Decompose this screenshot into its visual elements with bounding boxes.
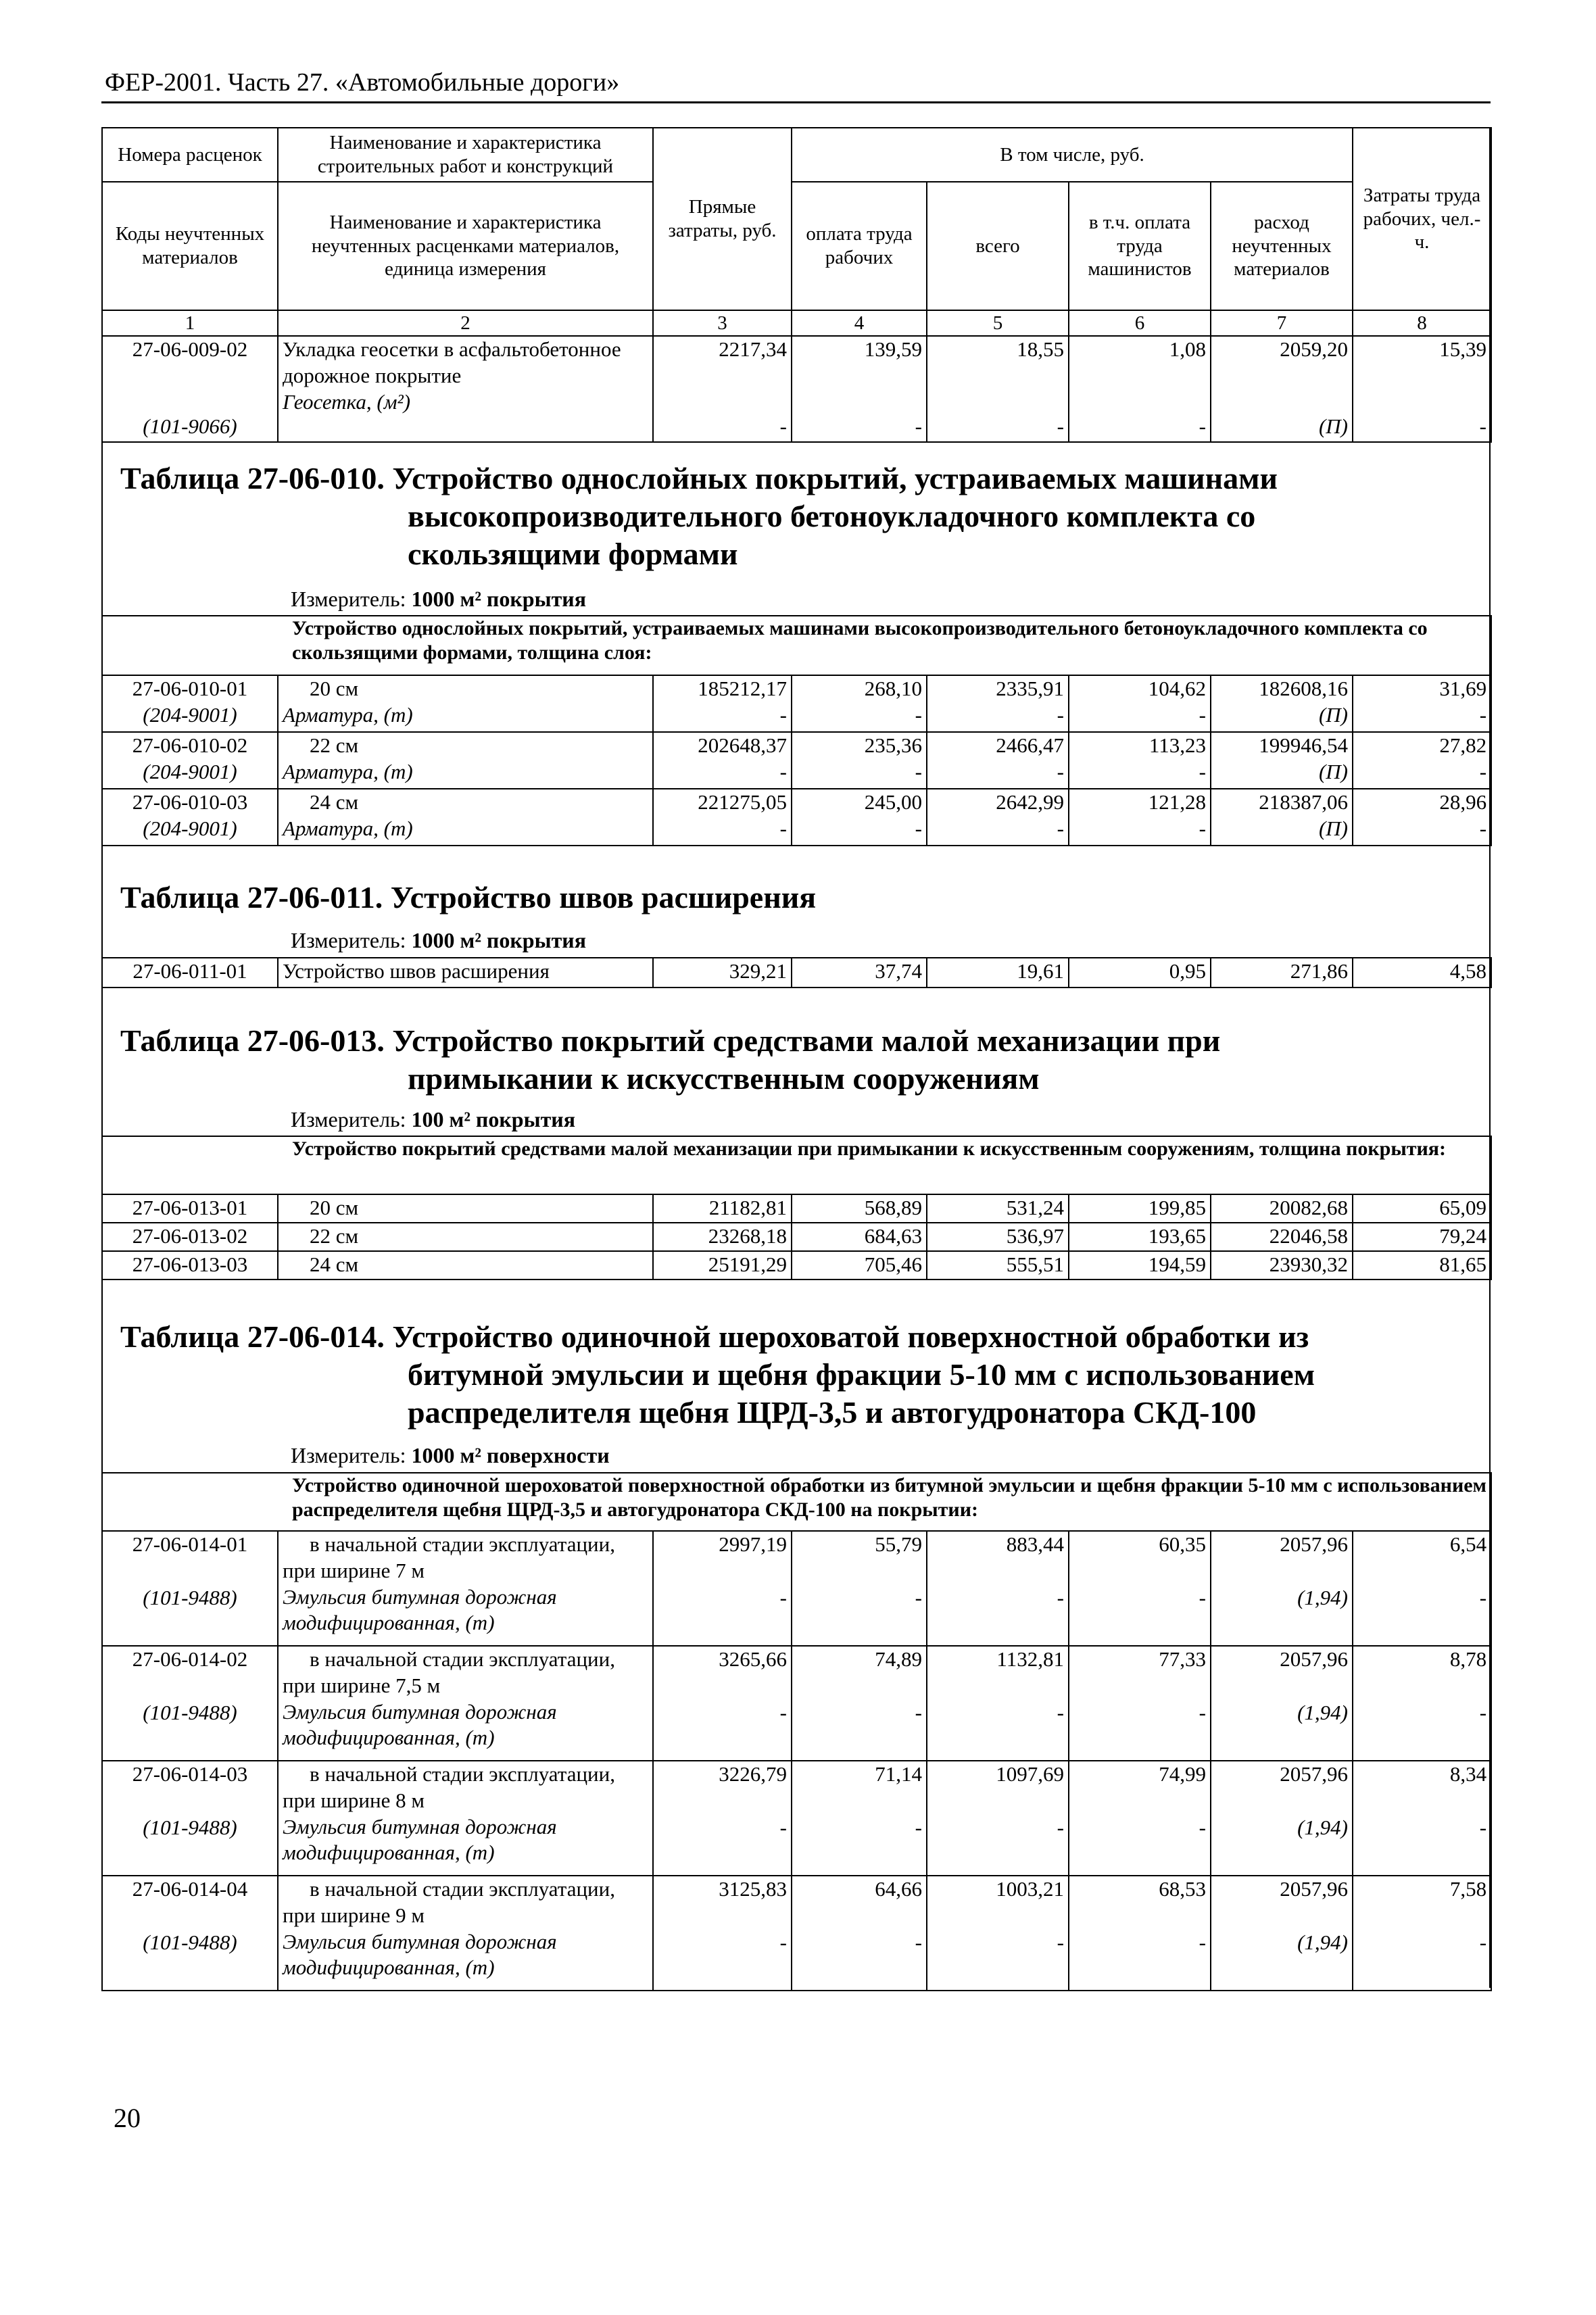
col-head-name: Наименование и характеристика строительных работ и конструкций bbox=[278, 128, 653, 182]
material-name: Эмульсия битумная дорожная модифицированная, (т) bbox=[283, 1699, 557, 1750]
table-row bbox=[102, 336, 1491, 442]
value: 705,46 bbox=[792, 1251, 927, 1280]
value: 18,55 bbox=[1017, 337, 1064, 361]
rate-code: 27-06-014-02 bbox=[132, 1647, 248, 1671]
value: 37,74 bbox=[792, 958, 927, 988]
rate-name: 20 см bbox=[310, 677, 359, 700]
rate-code: 27-06-010-02 bbox=[132, 733, 248, 757]
value: 883,44 bbox=[1006, 1532, 1064, 1556]
value: - bbox=[1199, 1700, 1206, 1724]
value: 202648,37 bbox=[698, 733, 787, 757]
material-name: Эмульсия битумная дорожная модифицированная, (т) bbox=[283, 1584, 557, 1635]
value: 2057,96 bbox=[1280, 1877, 1348, 1901]
value: - bbox=[1479, 759, 1487, 783]
material-code: (101-9488) bbox=[143, 1815, 237, 1839]
value: - bbox=[1199, 816, 1206, 840]
value: 8,34 bbox=[1449, 1762, 1487, 1786]
value: - bbox=[1479, 1930, 1487, 1954]
value: (П) bbox=[1318, 414, 1348, 438]
col-head-materials: расход неучтенных материалов bbox=[1211, 182, 1353, 310]
rate-code: 27-06-010-01 bbox=[132, 677, 248, 700]
value: 74,89 bbox=[875, 1647, 922, 1671]
rate-name: Устройство швов расширения bbox=[278, 958, 653, 988]
value: 64,66 bbox=[875, 1877, 922, 1901]
value: 2466,47 bbox=[996, 733, 1064, 757]
value: 2059,20 bbox=[1280, 337, 1348, 361]
group-header: Устройство однослойных покрытий, устраиваемых машинами высокопроизводительного бетоноукладочного комплекта со скользящими формами, толщина слоя: bbox=[102, 616, 1491, 675]
value: - bbox=[779, 816, 787, 840]
value: 81,65 bbox=[1353, 1251, 1491, 1280]
table-row bbox=[102, 1761, 1491, 1876]
value: 27,82 bbox=[1439, 733, 1487, 757]
value: 2217,34 bbox=[719, 337, 787, 361]
rate-code: 27-06-014-03 bbox=[132, 1762, 248, 1786]
value: 2057,96 bbox=[1280, 1762, 1348, 1786]
value: 1132,81 bbox=[996, 1647, 1064, 1671]
value: - bbox=[915, 1930, 922, 1954]
head-table bbox=[101, 127, 1492, 443]
value: - bbox=[779, 1700, 787, 1724]
value: - bbox=[1479, 1585, 1487, 1609]
page-header: ФЕР-2001. Часть 27. «Автомобильные дороги» bbox=[105, 68, 620, 97]
value: 60,35 bbox=[1159, 1532, 1206, 1556]
table-row bbox=[102, 732, 1491, 789]
value: 1097,69 bbox=[996, 1762, 1064, 1786]
col-head-codes: Номера расценок bbox=[102, 128, 278, 182]
table-title-011: Таблица 27-06-011. Устройство швов расширения bbox=[120, 880, 817, 915]
rate-name: 22 см bbox=[278, 1223, 653, 1251]
table-row bbox=[102, 1194, 1491, 1223]
rate-name: 20 см bbox=[278, 1194, 653, 1223]
value: - bbox=[1199, 702, 1206, 727]
value: - bbox=[779, 1585, 787, 1609]
measure-014: Измеритель: 1000 м² поверхности bbox=[291, 1443, 610, 1467]
value: - bbox=[915, 816, 922, 840]
col-head-mcodes: Коды неучтенных материалов bbox=[102, 182, 278, 310]
value: 3265,66 bbox=[719, 1647, 787, 1671]
value: (П) bbox=[1318, 759, 1348, 783]
col-num: 4 bbox=[792, 310, 927, 336]
value: 121,28 bbox=[1148, 790, 1206, 814]
value: 193,65 bbox=[1069, 1223, 1211, 1251]
value: - bbox=[915, 702, 922, 727]
value: - bbox=[1479, 1700, 1487, 1724]
value: - bbox=[1479, 816, 1487, 840]
table-title-013: Таблица 27-06-013. Устройство покрытий средствами малой механизации при примыкании к искусственным сооружениям bbox=[120, 1023, 1221, 1096]
page-number: 20 bbox=[114, 2103, 141, 2133]
value: - bbox=[1479, 1815, 1487, 1839]
value: 235,36 bbox=[864, 733, 922, 757]
rate-name: 24 см bbox=[278, 1251, 653, 1280]
col-num: 5 bbox=[927, 310, 1069, 336]
rate-code: 27-06-010-03 bbox=[132, 790, 248, 814]
value: - bbox=[779, 759, 787, 783]
table-010 bbox=[101, 615, 1492, 846]
material-name: Эмульсия битумная дорожная модифицированная, (т) bbox=[283, 1929, 557, 1980]
value: 6,54 bbox=[1449, 1532, 1487, 1556]
value: 218387,06 bbox=[1259, 790, 1348, 814]
material-name: Эмульсия битумная дорожная модифицированная, (т) bbox=[283, 1814, 557, 1865]
value: 3226,79 bbox=[719, 1762, 787, 1786]
value: 31,69 bbox=[1439, 677, 1487, 700]
value: 271,86 bbox=[1211, 958, 1353, 988]
material-name: Арматура, (т) bbox=[283, 702, 413, 727]
value: - bbox=[1479, 414, 1486, 438]
col-head-wages: оплата труда рабочих bbox=[792, 182, 927, 310]
value: - bbox=[915, 759, 922, 783]
value: 221275,05 bbox=[698, 790, 787, 814]
value: - bbox=[915, 1700, 922, 1724]
value: 329,21 bbox=[653, 958, 792, 988]
value: - bbox=[779, 1815, 787, 1839]
value: 1003,21 bbox=[996, 1877, 1064, 1901]
header-rule bbox=[101, 101, 1491, 103]
value: - bbox=[1057, 702, 1064, 727]
rate-name: в начальной стадии эксплуатации, при ширине 8 м bbox=[283, 1762, 615, 1812]
value: 2057,96 bbox=[1280, 1647, 1348, 1671]
value: 113,23 bbox=[1148, 733, 1206, 757]
value: 684,63 bbox=[792, 1223, 927, 1251]
value: 2057,96 bbox=[1280, 1532, 1348, 1556]
table-014 bbox=[101, 1472, 1492, 1991]
value: - bbox=[1479, 702, 1487, 727]
measure-011: Измеритель: 1000 м² покрытия bbox=[291, 928, 587, 952]
rate-code: 27-06-013-01 bbox=[102, 1194, 278, 1223]
material-name: Арматура, (т) bbox=[283, 816, 413, 840]
value: 22046,58 bbox=[1211, 1223, 1353, 1251]
value: (П) bbox=[1318, 816, 1348, 840]
table-row bbox=[102, 1251, 1491, 1280]
value: (1,94) bbox=[1297, 1930, 1348, 1954]
col-num: 8 bbox=[1353, 310, 1491, 336]
value: 199946,54 bbox=[1259, 733, 1348, 757]
value: 68,53 bbox=[1159, 1877, 1206, 1901]
value: (1,94) bbox=[1297, 1700, 1348, 1724]
table-title-010: Таблица 27-06-010. Устройство однослойных покрытий, устраиваемых машинами высокопроизводительного бетоноукладочного комплекта со скользящими формами bbox=[120, 461, 1278, 572]
value: - bbox=[1199, 1930, 1206, 1954]
rate-name: 24 см bbox=[310, 790, 359, 814]
value: - bbox=[1057, 1815, 1064, 1839]
value: (1,94) bbox=[1297, 1815, 1348, 1839]
value: - bbox=[1057, 414, 1064, 438]
value: 25191,29 bbox=[653, 1251, 792, 1280]
value: 20082,68 bbox=[1211, 1194, 1353, 1223]
col-head-mname: Наименование и характеристика неучтенных расценками материалов, единица измерения bbox=[278, 182, 653, 310]
group-header: Устройство одиночной шероховатой поверхностной обработки из битумной эмульсии и щебня фракции 5-10 мм с использованием распределителя щебня ЩРД-3,5 и автогудронатора СКД-100 на покрытии: bbox=[102, 1473, 1491, 1531]
value: 71,14 bbox=[875, 1762, 922, 1786]
value: 1,08 bbox=[1169, 337, 1206, 361]
material-name: Геосетка, (м²) bbox=[283, 389, 411, 414]
value: 3125,83 bbox=[719, 1877, 787, 1901]
value: 21182,81 bbox=[653, 1194, 792, 1223]
value: 531,24 bbox=[927, 1194, 1069, 1223]
material-code: (101-9488) bbox=[143, 1930, 237, 1954]
material-code: (204-9001) bbox=[143, 759, 237, 783]
value: 19,61 bbox=[927, 958, 1069, 988]
value: 199,85 bbox=[1069, 1194, 1211, 1223]
group-header: Устройство покрытий средствами малой механизации при примыкании к искусственным сооружениям, толщина покрытия: bbox=[102, 1136, 1491, 1194]
value: 568,89 bbox=[792, 1194, 927, 1223]
value: 7,58 bbox=[1449, 1877, 1487, 1901]
col-head-labor: Затраты труда рабочих, чел.-ч. bbox=[1353, 128, 1491, 310]
value: - bbox=[779, 414, 787, 438]
value: - bbox=[1199, 414, 1206, 438]
value: 74,99 bbox=[1159, 1762, 1206, 1786]
value: 104,62 bbox=[1148, 677, 1206, 700]
value: - bbox=[1199, 1585, 1206, 1609]
value: 65,09 bbox=[1353, 1194, 1491, 1223]
measure-010: Измеритель: 1000 м² покрытия bbox=[291, 587, 587, 611]
table-row bbox=[102, 675, 1491, 732]
table-013 bbox=[101, 1136, 1492, 1280]
table-row bbox=[102, 1876, 1491, 1991]
material-code: (204-9001) bbox=[143, 702, 237, 727]
value: 77,33 bbox=[1159, 1647, 1206, 1671]
rate-name: 22 см bbox=[310, 733, 359, 757]
rate-code: 27-06-013-03 bbox=[102, 1251, 278, 1280]
material-code: (101-9488) bbox=[143, 1700, 237, 1724]
value: - bbox=[1057, 759, 1064, 783]
value: 8,78 bbox=[1449, 1647, 1487, 1671]
value: 182608,16 bbox=[1259, 677, 1348, 700]
material-code: (101-9066) bbox=[143, 414, 237, 438]
col-head-mach-wages: в т.ч. оплата труда машинистов bbox=[1069, 182, 1211, 310]
value: - bbox=[1199, 1815, 1206, 1839]
value: 28,96 bbox=[1439, 790, 1487, 814]
value: 268,10 bbox=[864, 677, 922, 700]
table-row bbox=[102, 958, 1491, 988]
value: 245,00 bbox=[864, 790, 922, 814]
value: 139,59 bbox=[864, 337, 922, 361]
value: 79,24 bbox=[1353, 1223, 1491, 1251]
measure-013: Измеритель: 100 м² покрытия bbox=[291, 1107, 576, 1131]
rate-code: 27-06-011-01 bbox=[102, 958, 278, 988]
value: - bbox=[915, 1585, 922, 1609]
rate-name: в начальной стадии эксплуатации, при ширине 7,5 м bbox=[283, 1647, 615, 1697]
value: - bbox=[915, 1815, 922, 1839]
value: 23268,18 bbox=[653, 1223, 792, 1251]
col-head-mach-total: всего bbox=[927, 182, 1069, 310]
value: 555,51 bbox=[927, 1251, 1069, 1280]
col-num: 6 bbox=[1069, 310, 1211, 336]
material-code: (101-9488) bbox=[143, 1585, 237, 1609]
value: - bbox=[1057, 1930, 1064, 1954]
rate-code: 27-06-014-01 bbox=[132, 1532, 248, 1556]
value: 194,59 bbox=[1069, 1251, 1211, 1280]
table-row bbox=[102, 1531, 1491, 1646]
value: - bbox=[915, 414, 922, 438]
value: 23930,32 bbox=[1211, 1251, 1353, 1280]
value: (П) bbox=[1318, 702, 1348, 727]
table-011 bbox=[101, 957, 1492, 988]
value: 4,58 bbox=[1353, 958, 1491, 988]
col-numbers bbox=[102, 310, 1491, 336]
col-num: 7 bbox=[1211, 310, 1353, 336]
value: - bbox=[1057, 1700, 1064, 1724]
value: 2335,91 bbox=[996, 677, 1064, 700]
value: 15,39 bbox=[1439, 337, 1486, 361]
table-row bbox=[102, 789, 1491, 846]
material-name: Арматура, (т) bbox=[283, 759, 413, 783]
rate-name: Укладка геосетки в асфальтобетонное дорожное покрытие bbox=[283, 337, 621, 387]
col-num: 1 bbox=[102, 310, 278, 336]
col-num: 3 bbox=[653, 310, 792, 336]
value: - bbox=[1057, 1585, 1064, 1609]
col-head-direct: Прямые затраты, руб. bbox=[653, 128, 792, 310]
value: - bbox=[779, 702, 787, 727]
value: 2642,99 bbox=[996, 790, 1064, 814]
material-code: (204-9001) bbox=[143, 816, 237, 840]
rate-code: 27-06-013-02 bbox=[102, 1223, 278, 1251]
col-head-incl: В том числе, руб. bbox=[792, 128, 1353, 182]
table-title-014: Таблица 27-06-014. Устройство одиночной шероховатой поверхностной обработки из битумной эмульсии и щебня фракции 5-10 мм с использованием распределителя щебня ЩРД-3,5 и автогудронатора СКД-100 bbox=[120, 1319, 1315, 1430]
value: - bbox=[1199, 759, 1206, 783]
table-row bbox=[102, 1646, 1491, 1761]
rate-code: 27-06-014-04 bbox=[132, 1877, 248, 1901]
col-num: 2 bbox=[278, 310, 653, 336]
value: 536,97 bbox=[927, 1223, 1069, 1251]
value: 2997,19 bbox=[719, 1532, 787, 1556]
value: 55,79 bbox=[875, 1532, 922, 1556]
table-row bbox=[102, 1223, 1491, 1251]
rate-name: в начальной стадии эксплуатации, при ширине 9 м bbox=[283, 1877, 615, 1927]
value: - bbox=[1057, 816, 1064, 840]
value: 0,95 bbox=[1069, 958, 1211, 988]
rate-name: в начальной стадии эксплуатации, при ширине 7 м bbox=[283, 1532, 615, 1582]
value: - bbox=[779, 1930, 787, 1954]
value: 185212,17 bbox=[698, 677, 787, 700]
value: (1,94) bbox=[1297, 1585, 1348, 1609]
rate-code: 27-06-009-02 bbox=[132, 337, 248, 361]
